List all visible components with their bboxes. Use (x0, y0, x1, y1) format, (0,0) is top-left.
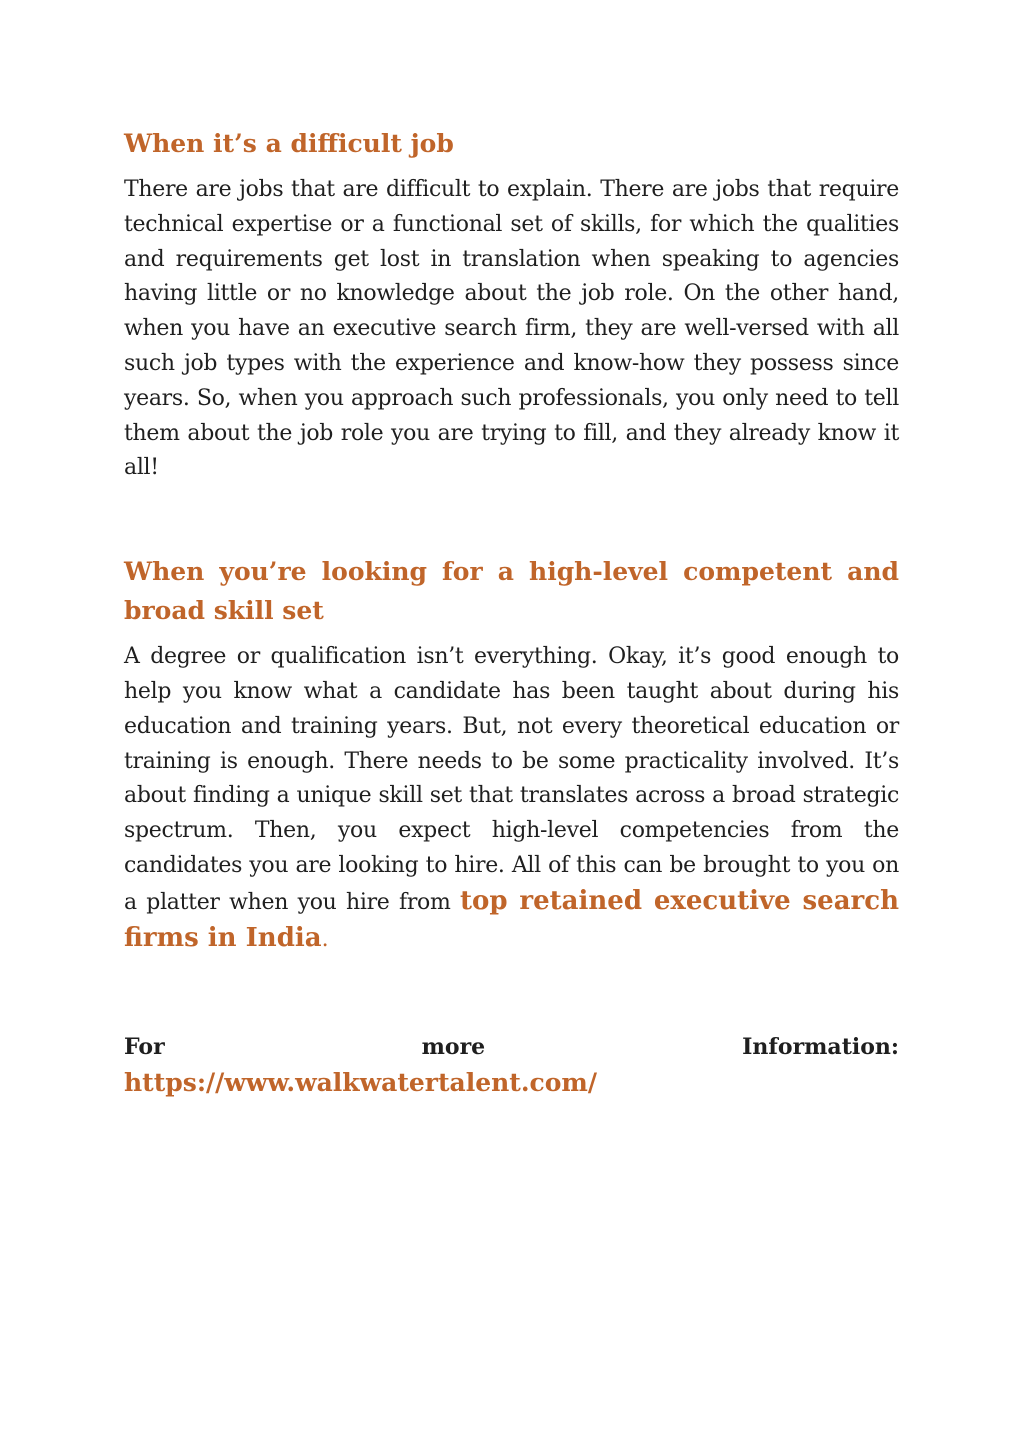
more-information-line (124, 1029, 899, 1065)
website-url-link[interactable]: https://www.walkwatertalent.com/ (124, 1068, 598, 1098)
section-paragraph-difficult-job: There are jobs that are difficult to explain. There are jobs that require technical expertise or a functional set of skills, for which the qualities and requirements get lost in translation when speaking to agencies having little or no knowledge about the job role. On the other hand, when you have an executive search firm, they are well-versed with all such job types with the experience and know-how they possess since years. So, when you approach such professionals, you only need to tell them about the job role you are trying to fill, and they already know it all! (124, 177, 899, 481)
link-period: . (321, 926, 329, 952)
section-heading-difficult-job: When it’s a difficult job (124, 129, 454, 158)
word-for: For (124, 1034, 165, 1061)
section-paragraph-skill-set (124, 640, 899, 957)
document-page (124, 124, 899, 1101)
paragraph-text: A degree or qualification isn’t everything. Okay, it’s good enough to help you know what a candidate has been taught about during his education and training years. But, not every theoretical education or training is enough. There needs to be some practicality involved. It’s about finding a unique skill set that translates across a broad strategic spectrum. Then, you expect high-level competencies from the candidates you are looking to hire. All of this can be brought to you on a platter when you hire from (124, 644, 899, 915)
section-heading-skill-set: When you’re looking for a high-level competent and broad skill set (124, 557, 899, 626)
word-more: more (421, 1034, 486, 1061)
executive-search-link[interactable]: top retained executive search firms in India (124, 885, 899, 953)
word-information: Information: (742, 1034, 899, 1061)
